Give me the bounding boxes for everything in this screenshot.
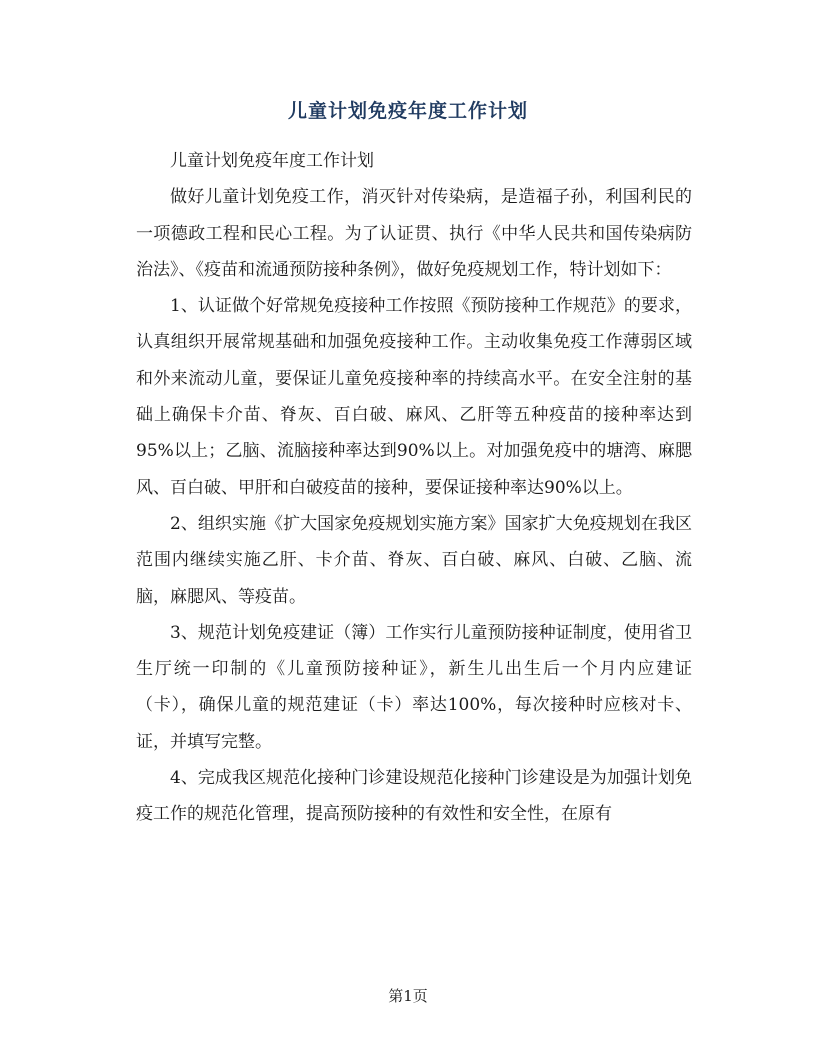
paragraph-item-4: 4、完成我区规范化接种门诊建设规范化接种门诊建设是为加强计划免疫工作的规范化管理，提高预防接种的有效性和安全性，在原有 <box>136 768 692 825</box>
paragraph-intro: 做好儿童计划免疫工作，消灭针对传染病，是造福子孙，利国利民的一项德政工程和民心工程。为了认证贯、执行《中华人民共和国传染病防治法》、《疫苗和流通预防接种条例》，做好免疫规划工作，特计划如下： <box>136 187 692 280</box>
paragraph-heading: 儿童计划免疫年度工作计划 <box>170 151 374 171</box>
document-body <box>136 143 692 833</box>
page-number: 第1页 <box>388 987 428 1005</box>
paragraph-item-3: 3、规范计划免疫建证（簿）工作实行儿童预防接种证制度，使用省卫生厅统一印制的《儿童预防接种证》，新生儿出生后一个月内应建证（卡），确保儿童的规范建证（卡）率达100%，每次接种时应核对卡、证，并填写完整。 <box>136 622 692 752</box>
paragraph-item-2: 2、组织实施《扩大国家免疫规划实施方案》国家扩大免疫规划在我区范围内继续实施乙肝、卡介苗、脊灰、百白破、麻风、白破、乙脑、流脑，麻腮风、等疫苗。 <box>136 513 692 607</box>
paragraph-item-1: 1、认证做个好常规免疫接种工作按照《预防接种工作规范》的要求，认真组织开展常规基础和加强免疫接种工作。主动收集免疫工作薄弱区域和外来流动儿童，要保证儿童免疫接种率的持续高水平。在安全注射的基础上确保卡介苗、脊灰、百白破、麻风、乙肝等五种疫苗的接种率达到95%以上；乙脑、流脑接种率达到90%以上。对加强免疫中的塘湾、麻腮风、百白破、甲肝和白破疫苗的接种，要保证接种率达90%以上。 <box>136 296 692 498</box>
document-title: 儿童计划免疫年度工作计划 <box>287 100 528 122</box>
